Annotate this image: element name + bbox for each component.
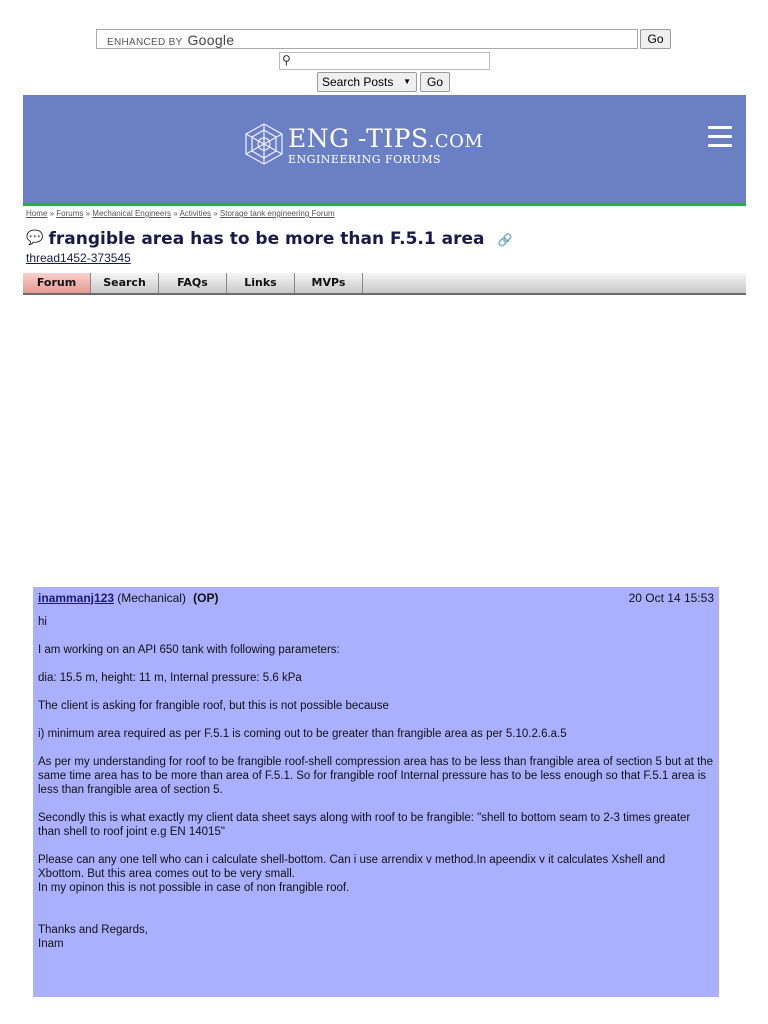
site-search-go-button[interactable]: Go (420, 72, 450, 92)
eng-tips-logo-icon[interactable] (242, 122, 286, 166)
post-paragraph: i) minimum area required as per F.5.1 is coming out to be greater than frangible area as per 5.10.2.6.a.5 (38, 728, 567, 740)
enhanced-by-google-label: ENHANCED BY Google (107, 32, 235, 48)
search-scope-select[interactable] (317, 72, 417, 92)
post-header (38, 591, 714, 605)
breadcrumb (26, 209, 335, 218)
post-paragraph: Please can any one tell who can i calculate shell-bottom. Can i use arrendix v method.In apeendix v it calculates Xshell and Xbottom. But this area comes out to be very small. In my opinon this is not possible in case of non frangible roof. (38, 854, 666, 894)
brand-wordmark[interactable]: ENG -TIPS.COM ENGINEERING FORUMS (288, 124, 484, 166)
post-date: 20 Oct 14 15:53 (628, 591, 714, 605)
post-paragraph: The client is asking for frangible roof, but this is not possible because (38, 700, 389, 712)
breadcrumb-link[interactable]: Activities (179, 209, 212, 218)
dropdown-arrow-icon: ▼ (403, 77, 411, 86)
post (33, 587, 719, 997)
link-icon[interactable]: 🔗 (497, 233, 513, 247)
breadcrumb-separator: » (171, 209, 180, 218)
post-paragraph: Secondly this is what exactly my client data sheet says along with roof to be frangible: "shell to bottom seam to 2-3 times greater than shell to roof joint e.g EN 14015" (38, 812, 691, 838)
speech-bubble-icon: 💬 (26, 230, 44, 246)
post-username-link[interactable]: inammanj123 (38, 591, 115, 605)
tab-forum[interactable]: Forum (23, 273, 91, 293)
google-search-go-button[interactable]: Go (640, 29, 671, 49)
breadcrumb-separator: » (211, 209, 220, 218)
thread-id-link[interactable]: thread1452-373545 (26, 251, 131, 265)
post-paragraph: I am working on an API 650 tank with following parameters: (38, 644, 340, 656)
post-paragraph: Thanks and Regards, Inam (38, 924, 148, 950)
breadcrumb-link[interactable]: Home (26, 209, 48, 218)
forum-tabs (23, 273, 746, 295)
thread-title-row (26, 229, 513, 249)
banner-accent-line (23, 203, 746, 206)
google-search-input[interactable] (96, 29, 638, 49)
post-body (38, 615, 714, 965)
post-paragraph: As per my understanding for roof to be frangible roof-shell compression area has to be less than frangible area of section 5 but at the same time area has to be more than area of F.5.1. So for frangible roof Internal pressure has to be less enough so that F.5.1 area is less than frangible area of section 5. (38, 756, 714, 796)
menu-icon[interactable] (708, 126, 732, 148)
op-badge: (OP) (193, 591, 219, 605)
breadcrumb-link[interactable]: Storage tank engineering Forum (219, 209, 335, 218)
post-paragraph: hi (38, 616, 47, 628)
breadcrumb-separator: » (47, 209, 57, 218)
breadcrumb-separator: » (83, 209, 93, 218)
search-icon: ⚲ (282, 53, 291, 67)
site-search-input[interactable] (279, 52, 490, 70)
search-scope-value: Search Posts (322, 75, 394, 89)
breadcrumb-link[interactable]: Mechanical Engineers (92, 209, 171, 218)
page-title: frangible area has to be more than F.5.1 area (48, 229, 485, 249)
tab-faqs[interactable]: FAQs (159, 273, 227, 293)
breadcrumb-link[interactable]: Forums (56, 209, 84, 218)
tab-search[interactable]: Search (91, 273, 159, 293)
tab-mvps[interactable]: MVPs (295, 273, 363, 293)
post-user-dept: (Mechanical) (117, 591, 186, 605)
tab-links[interactable]: Links (227, 273, 295, 293)
post-paragraph: dia: 15.5 m, height: 11 m, Internal pressure: 5.6 kPa (38, 672, 302, 684)
